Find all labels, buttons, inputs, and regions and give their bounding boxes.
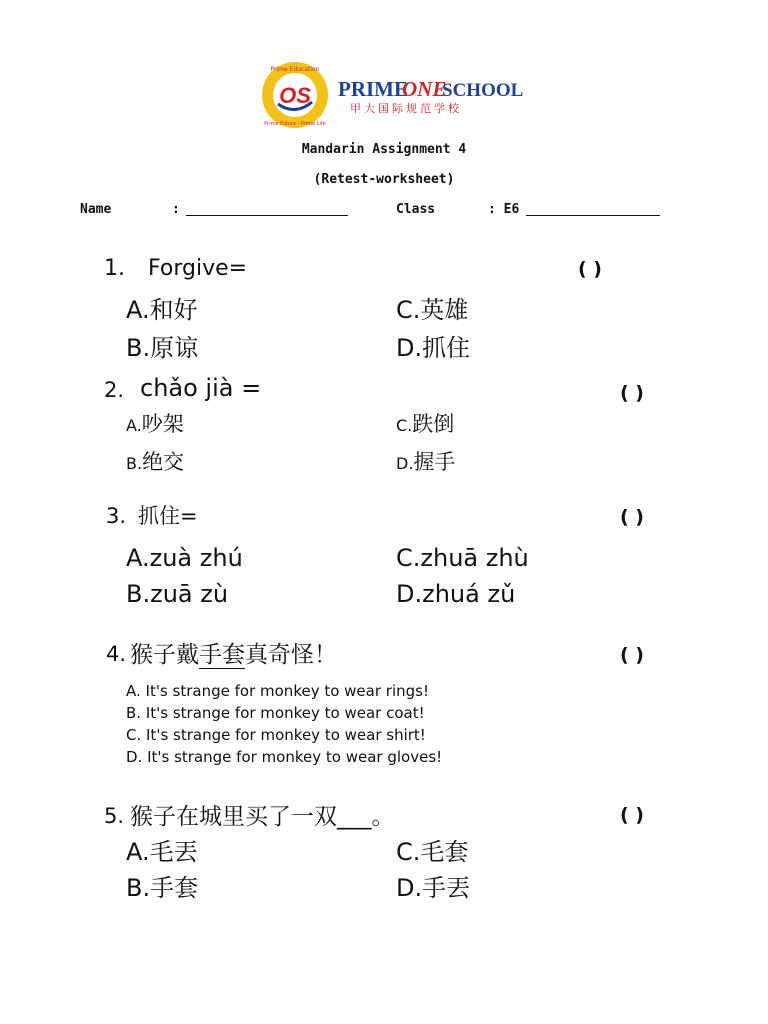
q4-prompt-post: 真奇怪！ (245, 642, 337, 668)
logo-brand-chinese: 甲大国际规范学校 (350, 102, 462, 115)
q2-option-b[interactable] (126, 446, 184, 476)
q1-number: 1. (104, 256, 125, 281)
q4-prompt-underlined: 手套 (199, 642, 245, 668)
logo-brand-one: ONE (402, 77, 447, 101)
q5-option-a[interactable]: A.毛丟 (126, 838, 198, 866)
q4-option-b[interactable]: B. It's strange for monkey to wear coat! (126, 704, 425, 722)
logo-brand-prime: PRIME (338, 77, 408, 101)
name-label: Name (80, 202, 112, 217)
q3-answer-paren[interactable]: ( ) (620, 506, 644, 528)
q3-option-b[interactable]: B.zuā zù (126, 580, 229, 608)
q5-answer-paren[interactable]: ( ) (620, 804, 644, 826)
q2-option-a[interactable] (126, 408, 184, 438)
q3-option-d[interactable]: D.zhuá zǔ (396, 580, 516, 608)
name-blank[interactable] (186, 203, 348, 216)
q4-option-d[interactable]: D. It's strange for monkey to wear gloves! (126, 748, 443, 766)
name-colon: : (172, 202, 180, 217)
q2-answer-paren[interactable]: ( ) (620, 382, 644, 404)
q2-option-d-text: 握手 (413, 450, 456, 474)
school-logo (258, 62, 524, 128)
q2-number: 2. (104, 378, 125, 402)
q3-option-a[interactable]: A.zuà zhú (126, 544, 243, 572)
class-value: : E6 (488, 202, 520, 217)
q3-prompt: 抓住= (138, 504, 198, 528)
q2-option-b-text: 绝交 (142, 450, 185, 474)
q4-option-a[interactable]: A. It's strange for monkey to wear rings! (126, 682, 429, 700)
class-label: Class (396, 202, 436, 217)
q3-option-c[interactable]: C.zhuā zhù (396, 544, 529, 572)
q2-option-c-text: 跌倒 (412, 412, 455, 436)
q1-answer-paren[interactable]: ( ) (578, 258, 602, 280)
q5-option-b[interactable]: B.手套 (126, 874, 199, 902)
q4-option-c[interactable]: C. It's strange for monkey to wear shirt! (126, 726, 426, 744)
q4-prompt-pre: 猴子戴 (130, 642, 199, 668)
logo-ring-text-top: Prime Education (270, 66, 320, 73)
q1-option-c[interactable]: C.英雄 (396, 296, 469, 324)
q4-prompt (130, 636, 337, 669)
page-subtitle: (Retest-worksheet) (313, 172, 455, 187)
q5-prompt: 猴子在城里买了一双___。 (130, 804, 395, 830)
logo-monogram: OS (279, 83, 311, 108)
q2-option-d[interactable] (396, 446, 455, 476)
q5-option-d[interactable]: D.手丟 (396, 874, 471, 902)
q4-number: 4. (106, 642, 127, 666)
q1-option-d[interactable]: D.抓住 (396, 334, 471, 362)
q2-option-c[interactable] (396, 408, 454, 438)
q1-option-a[interactable]: A.和好 (126, 296, 198, 324)
logo-ring-text-bottom: Prime Future · Prime Life (264, 121, 326, 127)
q2-option-c-letter: C. (396, 416, 413, 435)
logo-brand-school: SCHOOL (442, 80, 524, 101)
q2-option-b-letter: B. (126, 454, 143, 473)
q2-prompt: chǎo jià = (140, 374, 262, 402)
page-title: Mandarin Assignment 4 (301, 142, 467, 157)
q1-prompt: Forgive= (148, 256, 248, 281)
q2-option-a-text: 吵架 (141, 412, 184, 436)
q2-option-d-letter: D. (396, 454, 414, 473)
q2-option-a-letter: A. (126, 416, 142, 435)
class-blank[interactable] (526, 203, 660, 216)
q5-number: 5. (104, 804, 125, 828)
q4-answer-paren[interactable]: ( ) (620, 644, 644, 666)
q1-option-b[interactable]: B.原谅 (126, 334, 199, 362)
q3-number: 3. (106, 504, 127, 528)
q5-option-c[interactable]: C.毛套 (396, 838, 469, 866)
